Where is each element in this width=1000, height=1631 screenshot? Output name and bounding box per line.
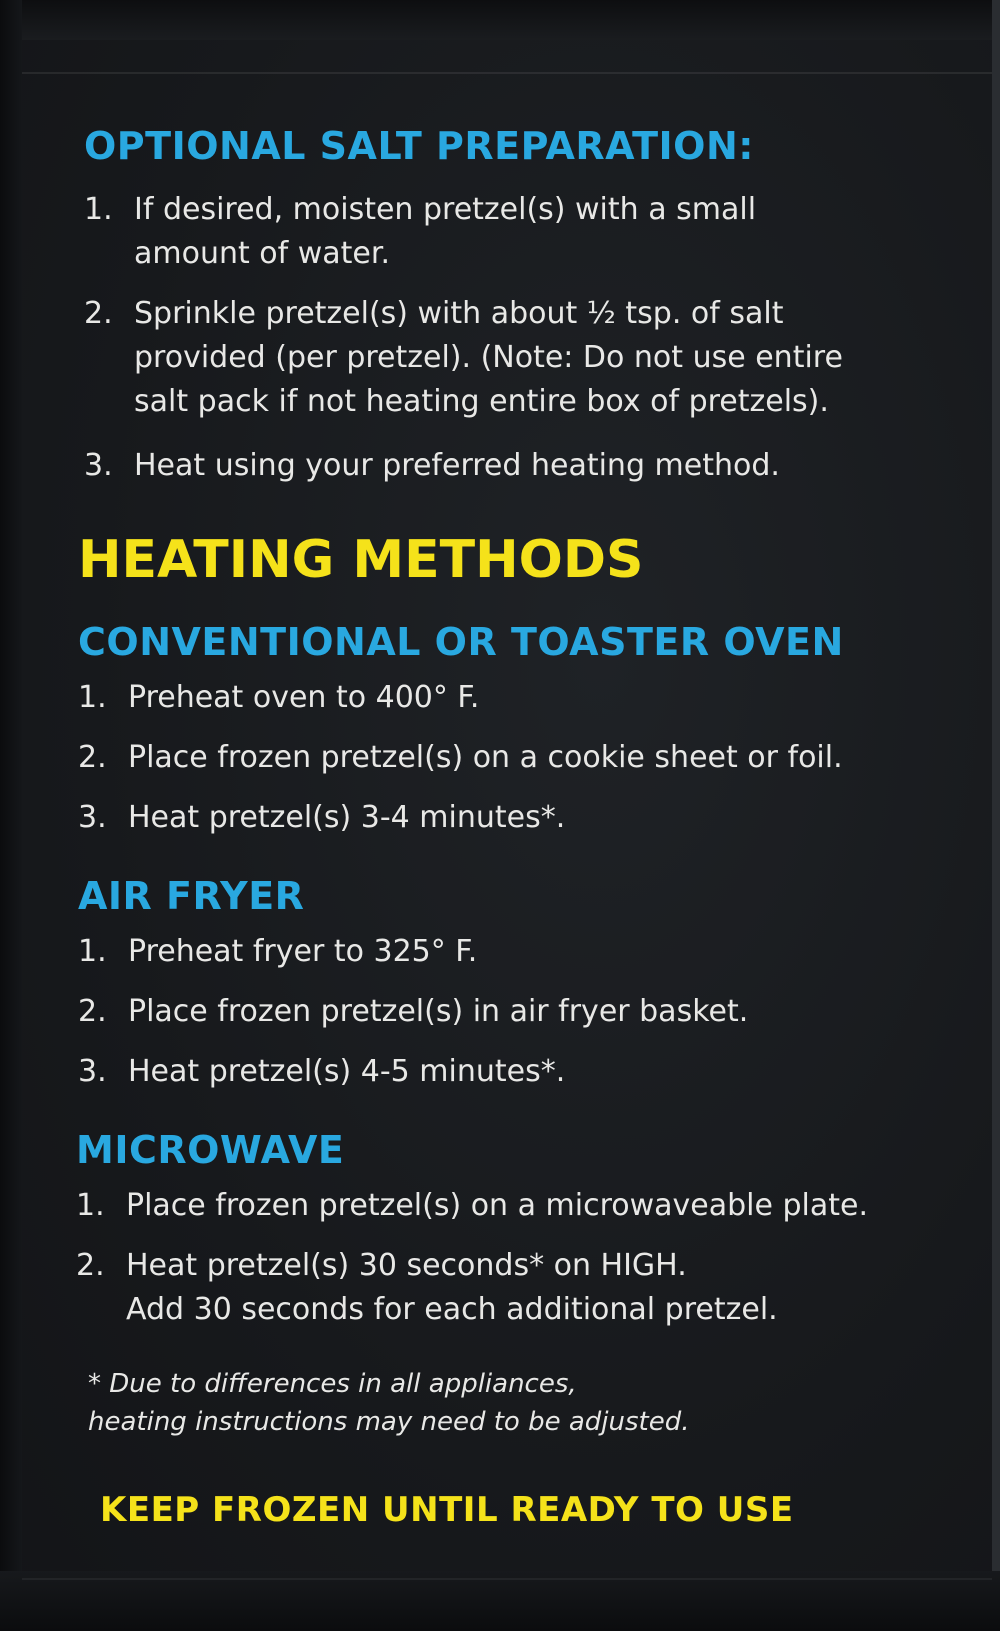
microwave-section-title: MICROWAVE xyxy=(76,1128,345,1172)
salt-section-title: OPTIONAL SALT PREPARATION: xyxy=(84,124,754,168)
oven-section-title: CONVENTIONAL OR TOASTER OVEN xyxy=(78,620,844,664)
step-number: 2. xyxy=(78,740,107,775)
step-number: 1. xyxy=(78,934,107,969)
salt-step-2 xyxy=(84,292,964,424)
step-number: 3. xyxy=(78,1054,107,1089)
salt-step-1 xyxy=(84,188,964,276)
step-number: 2. xyxy=(84,296,113,331)
heating-methods-title: HEATING METHODS xyxy=(78,530,644,590)
step-text: Place frozen pretzel(s) on a cookie sheet or foil. xyxy=(128,740,843,775)
step-text: Sprinkle pretzel(s) with about ½ tsp. of salt provided (per pretzel). (Note: Do not use entire salt pack if not heating entire box of pretzels). xyxy=(134,296,843,419)
air-fryer-step-3 xyxy=(78,1050,968,1094)
keep-frozen-notice: KEEP FROZEN UNTIL READY TO USE xyxy=(100,1490,794,1530)
step-number: 2. xyxy=(76,1248,105,1283)
step-number: 3. xyxy=(84,448,113,483)
step-text: Place frozen pretzel(s) in air fryer basket. xyxy=(128,994,749,1029)
step-number: 2. xyxy=(78,994,107,1029)
air-fryer-section-title: AIR FRYER xyxy=(78,874,305,918)
step-number: 1. xyxy=(78,680,107,715)
step-text: If desired, moisten pretzel(s) with a small amount of water. xyxy=(134,192,757,271)
step-text: Heat pretzel(s) 3-4 minutes*. xyxy=(128,800,566,835)
step-text: Place frozen pretzel(s) on a microwaveable plate. xyxy=(126,1188,869,1223)
step-text: Heat pretzel(s) 30 seconds* on HIGH. Add 30 seconds for each additional pretzel. xyxy=(126,1248,778,1327)
appliance-disclaimer: * Due to differences in all appliances, heating instructions may need to be adjusted. xyxy=(88,1369,690,1437)
box-top-edge xyxy=(0,0,1000,40)
box-bottom-edge xyxy=(0,1571,1000,1631)
oven-step-1 xyxy=(78,676,968,720)
step-number: 1. xyxy=(84,192,113,227)
oven-step-2 xyxy=(78,736,968,780)
step-number: 1. xyxy=(76,1188,105,1223)
box-right-edge xyxy=(992,0,1000,1631)
step-text: Preheat oven to 400° F. xyxy=(128,680,480,715)
air-fryer-step-2 xyxy=(78,990,968,1034)
step-text: Heat pretzel(s) 4-5 minutes*. xyxy=(128,1054,566,1089)
step-text: Heat using your preferred heating method. xyxy=(134,448,780,483)
microwave-step-1 xyxy=(76,1184,976,1228)
box-left-edge xyxy=(0,0,22,1631)
top-fold-line xyxy=(22,72,992,74)
air-fryer-step-1 xyxy=(78,930,968,974)
salt-step-3 xyxy=(84,444,964,488)
oven-step-3 xyxy=(78,796,968,840)
bottom-fold-line xyxy=(22,1578,992,1580)
microwave-step-2 xyxy=(76,1244,976,1332)
step-number: 3. xyxy=(78,800,107,835)
step-text: Preheat fryer to 325° F. xyxy=(128,934,478,969)
